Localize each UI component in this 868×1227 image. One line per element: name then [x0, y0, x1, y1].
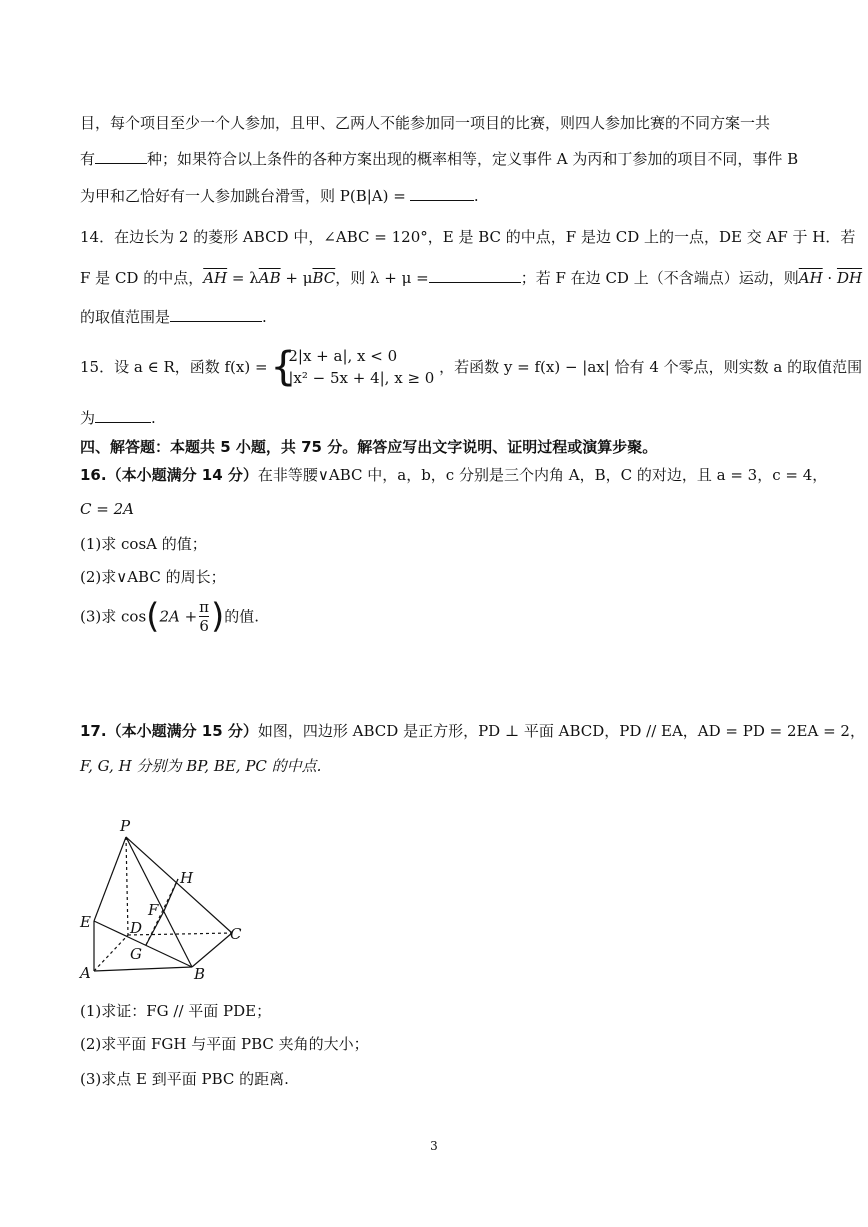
piecewise-function	[272, 345, 434, 389]
text: F 是 CD 的中点，	[80, 269, 204, 287]
text: + μ	[280, 269, 313, 287]
text: ，则 λ + μ =	[335, 269, 429, 287]
text: .	[151, 409, 156, 427]
geometry-figure	[78, 815, 258, 985]
q13-line-1: 目，每个项目至少一个人参加，且甲、乙两人不能参加同一项目的比赛，则四人参加比赛的不同方案一共	[80, 114, 771, 132]
text: .	[473, 187, 479, 205]
label-b: B	[194, 965, 206, 983]
piece-1: 2|x + a|, x < 0	[288, 347, 398, 365]
q17-part-2: (2)求平面 FGH 与平面 PBC 夹角的大小；	[80, 1035, 369, 1053]
answer-blank[interactable]	[170, 305, 262, 322]
text: (3)求	[80, 607, 117, 626]
edge-ab	[94, 967, 192, 971]
piece-2: |x² − 5x + 4|, x ≥ 0	[288, 369, 435, 387]
q16-part-3	[80, 598, 259, 642]
denominator: 6	[199, 617, 209, 635]
answer-blank[interactable]	[429, 266, 521, 283]
section-heading: 四、解答题：本题共 5 小题，共 75 分。解答应写出文字说明、证明过程或演算步聚。	[80, 438, 658, 456]
q13-line-3	[80, 184, 479, 207]
label-h: H	[180, 869, 194, 887]
vector-ah: $\overline{AH}$	[798, 269, 823, 287]
text: ·	[822, 269, 837, 287]
label-p: P	[120, 817, 131, 835]
text: 2A +	[159, 607, 198, 626]
text: .	[262, 308, 267, 326]
edge-pe	[94, 837, 126, 921]
q14-line-3	[80, 305, 267, 328]
edge-ad	[94, 935, 128, 971]
paren-left-icon: (	[146, 596, 160, 637]
q15-line-2	[80, 406, 156, 429]
text: 为	[80, 409, 96, 427]
vector-ah: $\overline{AH}$	[203, 269, 228, 287]
text: 如图，四边形 ABCD 是正方形，PD ⊥ 平面 ABCD，PD // EA，AD = PD = 2EA = 2，	[257, 722, 865, 740]
text: = λ	[227, 269, 259, 287]
text: 为甲和乙恰好有一人参加跳台滑雪，则 P(B|A) =	[80, 187, 406, 205]
edge-eb	[94, 921, 192, 967]
answer-blank[interactable]	[95, 406, 151, 423]
label-d: D	[130, 919, 143, 937]
q15-line-1	[80, 345, 862, 389]
edge-bc	[192, 933, 232, 967]
question-header: 17.（本小题满分 15 分）	[80, 722, 258, 740]
text: ，若函数 y = f(x) − |ax| 恰有 4 个零点，则实数 a 的取值范围	[439, 358, 863, 376]
label-c: C	[230, 925, 242, 943]
text: 有	[80, 150, 96, 168]
text: 种；如果符合以上条件的各种方案出现的概率相等，定义事件 A 为丙和丁参加的项目不同，事件 B	[147, 150, 799, 168]
edge-dc	[128, 933, 232, 935]
q16-line-2: C = 2A	[80, 500, 134, 518]
vector-bc: $\overline{BC}$	[312, 269, 336, 287]
page-number: 3	[430, 1139, 438, 1153]
vector-dh: $\overline{DH}$	[836, 269, 863, 287]
text: 的取值范围是	[80, 308, 171, 326]
paren-right-icon: )	[211, 596, 225, 637]
label-f: F	[148, 901, 159, 919]
text: 在非等腰∨ABC 中，a，b，c 分别是三个内角 A，B，C 的对边，且 a = 3，c = 4，	[257, 466, 828, 484]
answer-blank[interactable]	[95, 147, 147, 164]
text: 的值.	[224, 607, 260, 626]
q14-line-1: 14．在边长为 2 的菱形 ABCD 中，∠ABC = 120°，E 是 BC 的中点，F 是边 CD 上的一点，DE 交 AF 于 H．若	[80, 228, 856, 246]
q17-line-2: F, G, H 分别为 BP, BE, PC 的中点.	[80, 757, 322, 775]
q16-part-1: (1)求 cosA 的值；	[80, 535, 207, 553]
q17-part-3: (3)求点 E 到平面 PBC 的距离.	[80, 1070, 289, 1088]
text: 15．设 a ∈ R，函数 f(x) =	[80, 358, 268, 376]
numerator: π	[199, 598, 210, 616]
label-g: G	[130, 945, 142, 963]
vector-ab: $\overline{AB}$	[258, 269, 281, 287]
answer-blank[interactable]	[410, 184, 474, 201]
label-e: E	[80, 913, 91, 931]
q16-line-1	[80, 464, 827, 486]
q14-line-2	[80, 266, 862, 289]
label-a: A	[80, 964, 91, 982]
edge-pd	[126, 837, 128, 935]
q17-line-1	[80, 720, 865, 742]
q17-part-1: (1)求证：FG // 平面 PDE；	[80, 1002, 272, 1020]
fraction	[199, 598, 209, 635]
question-header: 16.（本小题满分 14 分）	[80, 466, 258, 484]
q16-part-2: (2)求∨ABC 的周长；	[80, 568, 226, 586]
q13-line-2	[80, 147, 798, 170]
text: cos	[121, 607, 147, 626]
brace-icon: {	[270, 344, 296, 390]
text: ；若 F 在边 CD 上（不含端点）运动，则	[520, 269, 799, 287]
